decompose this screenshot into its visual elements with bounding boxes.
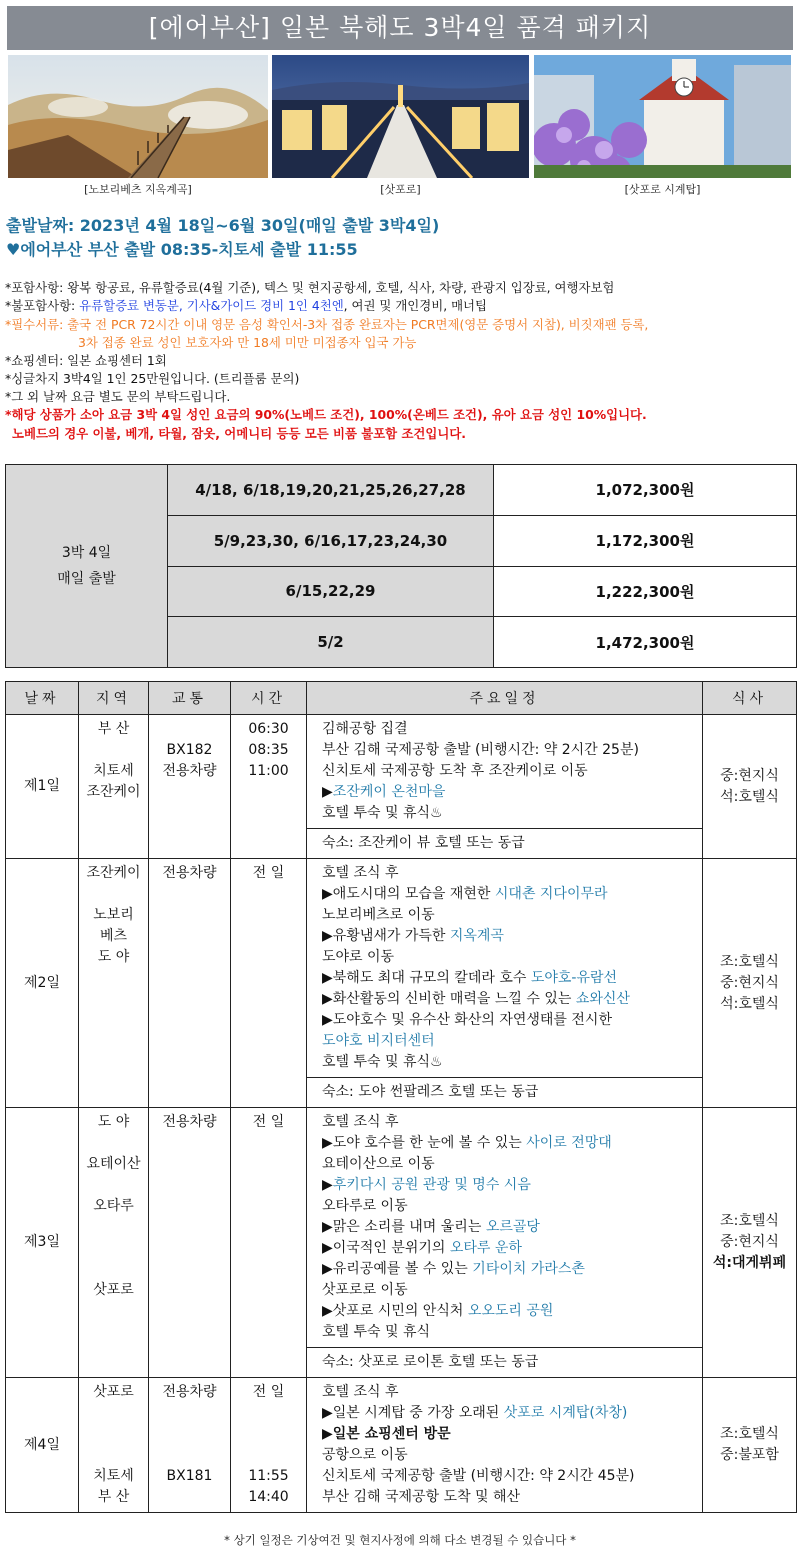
region-name: 치토세 <box>93 763 134 779</box>
itinerary-table <box>5 681 797 1513</box>
schedule-highlight: 오르골당 <box>485 1219 540 1235</box>
schedule-line <box>322 863 702 884</box>
meal-item: 조:호텔식 <box>720 1426 779 1442</box>
departure-flight: ♥에어부산 부산 출발 08:35-치토세 출발 11:55 <box>6 240 358 259</box>
child-fare-info-2: 노베드의 경우 이불, 베개, 타월, 잠옷, 어메니티 등등 모든 비품 불포함 조건입니다. <box>12 426 467 441</box>
schedule-text: ▶북해도 최대 규모의 칼데라 호수 <box>322 970 531 986</box>
meal-item: 석:대게뷔페 <box>712 1255 787 1271</box>
header-day: 날짜 <box>6 682 79 715</box>
schedule-text: 도야로 이동 <box>322 949 395 965</box>
day-transport <box>149 1378 231 1513</box>
schedule-line <box>322 1010 702 1031</box>
schedule-highlight: 오타루 운하 <box>449 1240 522 1256</box>
day-regions <box>79 859 149 1108</box>
transport-item: 전용차량 <box>162 1114 217 1130</box>
day-times <box>231 1108 307 1378</box>
time-item: 전 일 <box>252 1384 285 1400</box>
region-name <box>79 1445 148 1466</box>
price-amount-1: 1,072,300원 <box>494 465 797 516</box>
price-dates-4: 5/2 <box>168 617 494 668</box>
schedule-line <box>322 1259 702 1280</box>
schedule-text: 호텔 조식 후 <box>322 1384 399 1400</box>
schedule-line <box>322 1466 702 1487</box>
price-dates-3: 6/15,22,29 <box>168 566 494 617</box>
schedule-text: ▶도야 호수를 한 눈에 볼 수 있는 <box>322 1135 527 1151</box>
photo-noboribetsu <box>8 55 268 178</box>
day-meals <box>703 1378 797 1513</box>
price-dates-1: 4/18, 6/18,19,20,21,25,26,27,28 <box>168 465 494 516</box>
schedule-highlight: 삿포로 시계탑(차창) <box>503 1405 628 1421</box>
header-time: 시간 <box>231 682 307 715</box>
day-meals <box>703 859 797 1108</box>
meal-item: 중:현지식 <box>720 1234 779 1250</box>
schedule-line <box>322 1403 702 1424</box>
child-fare-info-1: *해당 상품가 소아 요금 3박 4일 성인 요금의 90%(노베드 조건), 100%(온베드 조건), 유아 요금 성인 10%입니다. <box>5 407 647 422</box>
day-schedule <box>307 715 703 829</box>
schedule-text: ▶이국적인 분위기의 <box>322 1240 450 1256</box>
region-name <box>79 1175 148 1196</box>
schedule-text: ▶ <box>322 1177 333 1193</box>
region-name <box>79 1217 148 1238</box>
schedule-text: ▶일본 시계탑 중 가장 오래된 <box>322 1405 504 1421</box>
schedule-highlight: 시대촌 지다이무라 <box>494 886 608 902</box>
schedule-line <box>322 803 702 824</box>
schedule-highlight: 오오도리 공원 <box>467 1303 554 1319</box>
header-meals: 식사 <box>703 682 797 715</box>
meal-item: 석:호텔식 <box>720 995 779 1012</box>
schedule-highlight: 지옥계곡 <box>449 928 504 944</box>
schedule-text: ▶삿포로 시민의 안식처 <box>322 1303 468 1319</box>
meal-item: 중:현지식 <box>720 974 779 991</box>
schedule-text: 노보리베츠로 이동 <box>322 907 435 923</box>
day-schedule <box>307 859 703 1078</box>
schedule-text: 호텔 투숙 및 휴식 <box>322 1324 431 1340</box>
region-name <box>79 1403 148 1424</box>
schedule-line <box>322 1217 702 1238</box>
schedule-line <box>322 1280 702 1301</box>
price-label-nights: 3박 4일 <box>61 545 112 561</box>
day-regions <box>79 715 149 859</box>
meal-item: 조:호텔식 <box>720 953 779 970</box>
transport-item: 전용차량 <box>162 1384 217 1400</box>
day-regions <box>79 1378 149 1513</box>
excluded-highlight: 유류할증료 변동분, 기사&가이드 경비 1인 4천엔 <box>79 298 344 313</box>
required-docs-2: 3차 접종 완료 성인 보호자와 만 18세 미만 미접종자 입국 가능 <box>78 335 417 350</box>
itinerary-day-row <box>6 1108 797 1348</box>
schedule-line <box>322 905 702 926</box>
schedule-text: 호텔 투숙 및 휴식♨ <box>322 805 443 821</box>
schedule-text: 김해공항 집결 <box>322 721 408 737</box>
itinerary-day-row <box>6 1378 797 1513</box>
price-dates-2: 5/9,23,30, 6/16,17,23,24,30 <box>168 515 494 566</box>
hotel-info: 숙소: 조잔케이 뷰 호텔 또는 동급 <box>307 829 703 859</box>
transport-item: 전용차량 <box>162 865 217 881</box>
region-name <box>79 1133 148 1154</box>
region-name: 노보리 <box>93 907 134 923</box>
day-transport <box>149 715 231 859</box>
excluded-rest: , 여권 및 개인경비, 매너팁 <box>343 298 487 313</box>
day-regions <box>79 1108 149 1378</box>
schedule-text: ▶도야호수 및 유수산 화산의 자연생태를 전시한 <box>322 1012 612 1028</box>
header-schedule: 주요일정 <box>307 682 703 715</box>
schedule-line <box>322 926 702 947</box>
schedule-highlight: 조잔케이 온천마을 <box>332 784 446 800</box>
transport-item <box>149 1424 230 1445</box>
day-meals <box>703 1108 797 1378</box>
schedule-line <box>322 1112 702 1133</box>
day-transport <box>149 859 231 1108</box>
schedule-text: 삿포로로 이동 <box>322 1282 408 1298</box>
photo-caption-3: [삿포로 시계탑] <box>624 183 701 196</box>
price-amount-2: 1,172,300원 <box>494 515 797 566</box>
schedule-highlight: 도야호-유람선 <box>530 970 618 986</box>
meal-item: 조:호텔식 <box>720 1213 779 1229</box>
transport-item: 전용차량 <box>162 763 217 779</box>
region-name: 요테이산 <box>86 1156 141 1172</box>
schedule-text: 신치토세 국제공항 도착 후 조잔케이로 이동 <box>322 763 588 779</box>
excluded-label: *불포함사항: <box>5 298 80 313</box>
region-name: 부 산 <box>97 721 130 737</box>
itinerary-day-row <box>6 715 797 829</box>
schedule-text: ▶ <box>322 784 333 800</box>
schedule-line <box>322 1052 702 1073</box>
day-label: 제1일 <box>6 715 79 859</box>
schedule-text: 오타루로 이동 <box>322 1198 408 1214</box>
time-item: 11:00 <box>248 763 289 779</box>
schedule-text: 호텔 투숙 및 휴식♨ <box>322 1054 443 1070</box>
region-name: 조잔케이 <box>86 865 141 881</box>
page-title: [에어부산] 일본 북해도 3박4일 품격 패키지 <box>7 6 793 50</box>
schedule-line <box>322 740 702 761</box>
price-amount-3: 1,222,300원 <box>494 566 797 617</box>
schedule-highlight: 후키다시 공원 관광 및 명수 시음 <box>332 1177 531 1193</box>
day-label: 제2일 <box>6 859 79 1108</box>
region-name: 치토세 <box>93 1468 134 1484</box>
schedule-line <box>322 968 702 989</box>
photo-caption-1: [노보리베츠 지옥계곡] <box>84 183 192 196</box>
single-charge-info: *싱글차지 3박4일 1인 25만원입니다. (트리플룸 문의) <box>5 371 300 386</box>
schedule-text: ▶화산활동의 신비한 매력을 느낄 수 있는 <box>322 991 576 1007</box>
day-schedule <box>307 1378 703 1513</box>
schedule-highlight: 쇼와신산 <box>575 991 630 1007</box>
hotel-info: 숙소: 도야 썬팔레즈 호텔 또는 동급 <box>307 1078 703 1108</box>
day-label: 제3일 <box>6 1108 79 1378</box>
schedule-line <box>322 1424 702 1445</box>
schedule-text: ▶맑은 소리를 내며 울리는 <box>322 1219 486 1235</box>
schedule-line <box>322 1382 702 1403</box>
shopping-info: *쇼핑센터: 일본 쇼핑센터 1회 <box>5 353 167 368</box>
schedule-line <box>322 1133 702 1154</box>
header-transport: 교통 <box>149 682 231 715</box>
schedule-line <box>322 1322 702 1343</box>
schedule-text: 호텔 조식 후 <box>322 1114 399 1130</box>
region-name <box>79 1424 148 1445</box>
transport-item <box>149 719 230 740</box>
time-item: 06:30 <box>248 721 289 737</box>
photo-clock-tower <box>534 55 791 178</box>
schedule-highlight: 사이로 전망대 <box>526 1135 612 1151</box>
schedule-line <box>322 719 702 740</box>
region-name <box>79 1259 148 1280</box>
schedule-text: ▶일본 쇼핑센터 방문 <box>322 1426 451 1442</box>
schedule-text: 공항으로 이동 <box>322 1447 408 1463</box>
region-name: 베츠 <box>99 928 128 944</box>
day-times <box>231 1378 307 1513</box>
transport-item: BX182 <box>166 742 213 758</box>
region-name: 삿포로 <box>93 1384 134 1400</box>
time-item <box>231 1403 306 1424</box>
day-label: 제4일 <box>6 1378 79 1513</box>
time-item: 11:55 <box>248 1468 289 1484</box>
schedule-line <box>322 884 702 905</box>
hotel-info: 숙소: 삿포로 로이톤 호텔 또는 동급 <box>307 1348 703 1378</box>
region-name: 삿포로 <box>93 1282 134 1298</box>
transport-item: BX181 <box>166 1468 213 1484</box>
region-name: 도 야 <box>97 949 130 965</box>
schedule-highlight: 기타이치 가라스촌 <box>472 1261 585 1277</box>
footnote: * 상기 일정은 기상여건 및 현지사정에 의해 다소 변경될 수 있습니다 * <box>224 1533 576 1547</box>
schedule-text: ▶유황냄새가 가득한 <box>322 928 450 944</box>
region-name <box>79 1238 148 1259</box>
region-name: 도 야 <box>97 1114 130 1130</box>
time-item <box>231 1445 306 1466</box>
meal-item: 중:불포함 <box>720 1447 779 1463</box>
time-item: 전 일 <box>252 1114 285 1130</box>
region-name: 조잔케이 <box>86 784 141 800</box>
price-table-label <box>6 465 168 668</box>
schedule-text: ▶애도시대의 모습을 재현한 <box>322 886 495 902</box>
schedule-text: 부산 김해 국제공항 출발 (비행시간: 약 2시간 25분) <box>322 742 639 758</box>
schedule-line <box>322 761 702 782</box>
day-times <box>231 859 307 1108</box>
schedule-line <box>322 1301 702 1322</box>
price-label-daily: 매일 출발 <box>57 571 116 587</box>
schedule-text: 신치토세 국제공항 출발 (비행시간: 약 2시간 45분) <box>322 1468 635 1484</box>
schedule-text: 부산 김해 국제공항 도착 및 해산 <box>322 1489 521 1505</box>
schedule-line <box>322 1238 702 1259</box>
itinerary-header-row <box>6 682 797 715</box>
day-schedule <box>307 1108 703 1348</box>
schedule-line <box>322 1196 702 1217</box>
region-name: 부 산 <box>97 1489 130 1505</box>
schedule-line <box>322 947 702 968</box>
required-docs-1: *필수서류: 출국 전 PCR 72시간 이내 영문 음성 확인서-3차 접종 완료자는 PCR면제(영문 증명서 지참), 비짓재팬 등록, <box>5 317 649 332</box>
itinerary-day-row <box>6 859 797 1078</box>
schedule-text: ▶유리공예를 볼 수 있는 <box>322 1261 473 1277</box>
photo-caption-2: [삿포로] <box>380 183 421 196</box>
schedule-highlight: 도야호 비지터센터 <box>322 1033 435 1049</box>
time-item: 08:35 <box>248 742 289 758</box>
region-name: 오타루 <box>93 1198 134 1214</box>
schedule-line <box>322 782 702 803</box>
meal-item: 중:현지식 <box>720 767 779 784</box>
schedule-line <box>322 989 702 1010</box>
schedule-line <box>322 1031 702 1052</box>
transport-item <box>149 1445 230 1466</box>
transport-item <box>149 1403 230 1424</box>
schedule-line <box>322 1175 702 1196</box>
meal-item: 석:호텔식 <box>720 788 779 805</box>
day-transport <box>149 1108 231 1378</box>
excluded-items <box>5 297 487 315</box>
region-name <box>79 740 148 761</box>
time-item <box>231 1424 306 1445</box>
schedule-text: 요테이산으로 이동 <box>322 1156 435 1172</box>
schedule-text: 호텔 조식 후 <box>322 865 399 881</box>
photo-sapporo <box>272 55 529 178</box>
included-items: *포함사항: 왕복 항공료, 유류할증료(4월 기준), 텍스 및 현지공항세, 호텔, 식사, 차량, 관광지 입장료, 여행자보험 <box>5 280 615 295</box>
day-times <box>231 715 307 859</box>
other-dates-info: *그 외 날짜 요금 별도 문의 부탁드립니다. <box>5 389 231 404</box>
region-name <box>79 884 148 905</box>
schedule-line <box>322 1445 702 1466</box>
header-region: 지역 <box>79 682 149 715</box>
price-amount-4: 1,472,300원 <box>494 617 797 668</box>
schedule-line <box>322 1487 702 1508</box>
schedule-line <box>322 1154 702 1175</box>
time-item: 전 일 <box>252 865 285 881</box>
day-meals <box>703 715 797 859</box>
departure-dates: 출발날짜: 2023년 4월 18일~6월 30일(매일 출발 3박4일) <box>6 216 440 235</box>
time-item: 14:40 <box>248 1489 289 1505</box>
price-table <box>5 464 797 668</box>
